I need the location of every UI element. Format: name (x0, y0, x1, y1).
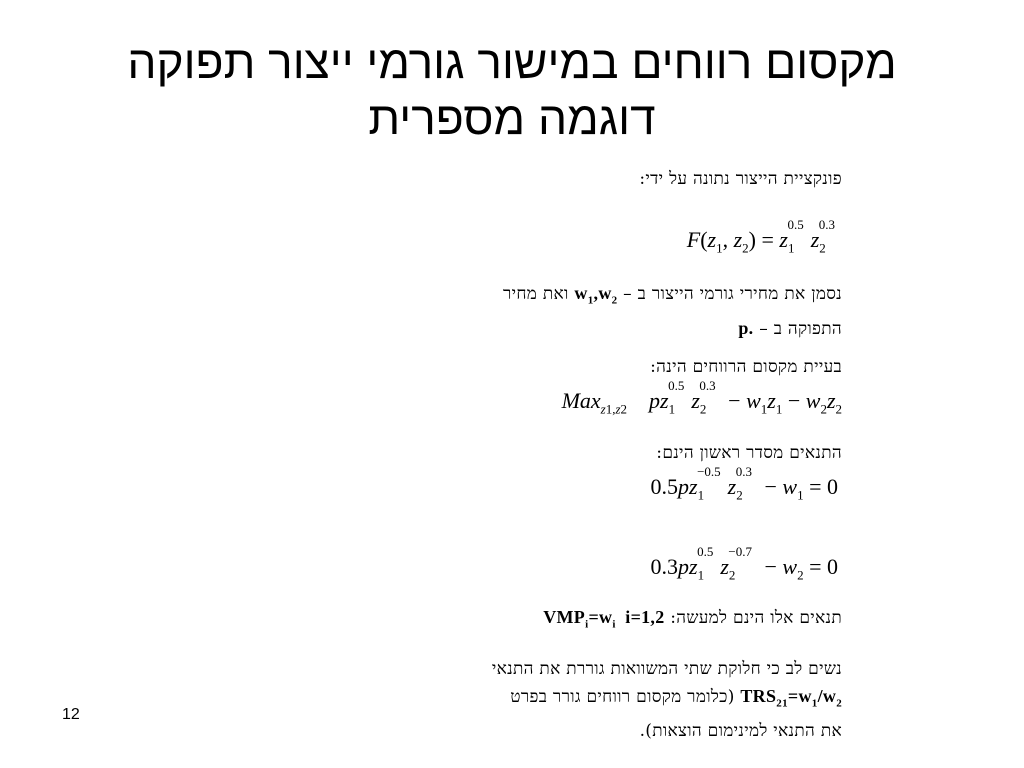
profit-max-equation: Max$_{z1,z2}$ $pz_1^{0.5}z_2^{0.3} - w_1z_1 - w_2z_2$ (561, 377, 842, 417)
foc-equation-2: $0.3pz_1^{0.5}z_2^{-0.7} - w_2 = 0$ (650, 543, 838, 583)
production-intro-text: פונקציית הייצור נתונה על ידי: (639, 169, 842, 189)
note-line-3: את התנאי למינימום הוצאות). (639, 720, 842, 741)
prices-definition (232, 280, 842, 343)
title-line-2: דוגמה מספרית (368, 92, 656, 144)
problem-intro (232, 354, 842, 381)
production-function-equation: $F(z_1$, $z_2) = z_1^{0.5}z_2^{0.3}$ (686, 216, 835, 256)
vmp-condition-text: תנאים אלו הינם למעשה: (670, 608, 842, 628)
problem-intro-text: בעיית מקסום הרווחים הינה: (650, 357, 842, 377)
output-price-symbol: p. (738, 317, 754, 338)
note-line-2: $TRS_{21}=w_1/w_2$ (כלומר מקסום רווחים גורר בפרט (510, 686, 842, 710)
page-number: 12 (62, 706, 80, 723)
title-line-1: מקסום רווחים במישור גורמי ייצור תפוקה (127, 36, 897, 88)
prices-line-2: התפוקה ב – p. (738, 317, 842, 339)
note-line-1: נשים לב כי חלוקת שתי המשוואות גוררת את התנאי (491, 659, 842, 679)
vmp-formula: $VMP_i=w_i$ i=1,2 (543, 607, 665, 631)
vmp-condition (232, 604, 842, 639)
input-prices-symbol: $w_1,w_2$ (574, 283, 618, 307)
production-intro (232, 166, 842, 193)
note-paragraph (232, 656, 842, 745)
trs-formula: $TRS_{21}=w_1/w_2$ (740, 686, 842, 710)
prices-line-1: נסמן את מחירי גורמי הייצור ב – $w_1,w_2$ ואת מחיר (503, 283, 842, 307)
foc-intro (232, 440, 842, 467)
foc-intro-text: התנאים מסדר ראשון הינם: (656, 443, 842, 463)
foc-equation-1: $0.5pz_1^{-0.5}z_2^{0.3} - w_1 = 0$ (650, 463, 838, 503)
